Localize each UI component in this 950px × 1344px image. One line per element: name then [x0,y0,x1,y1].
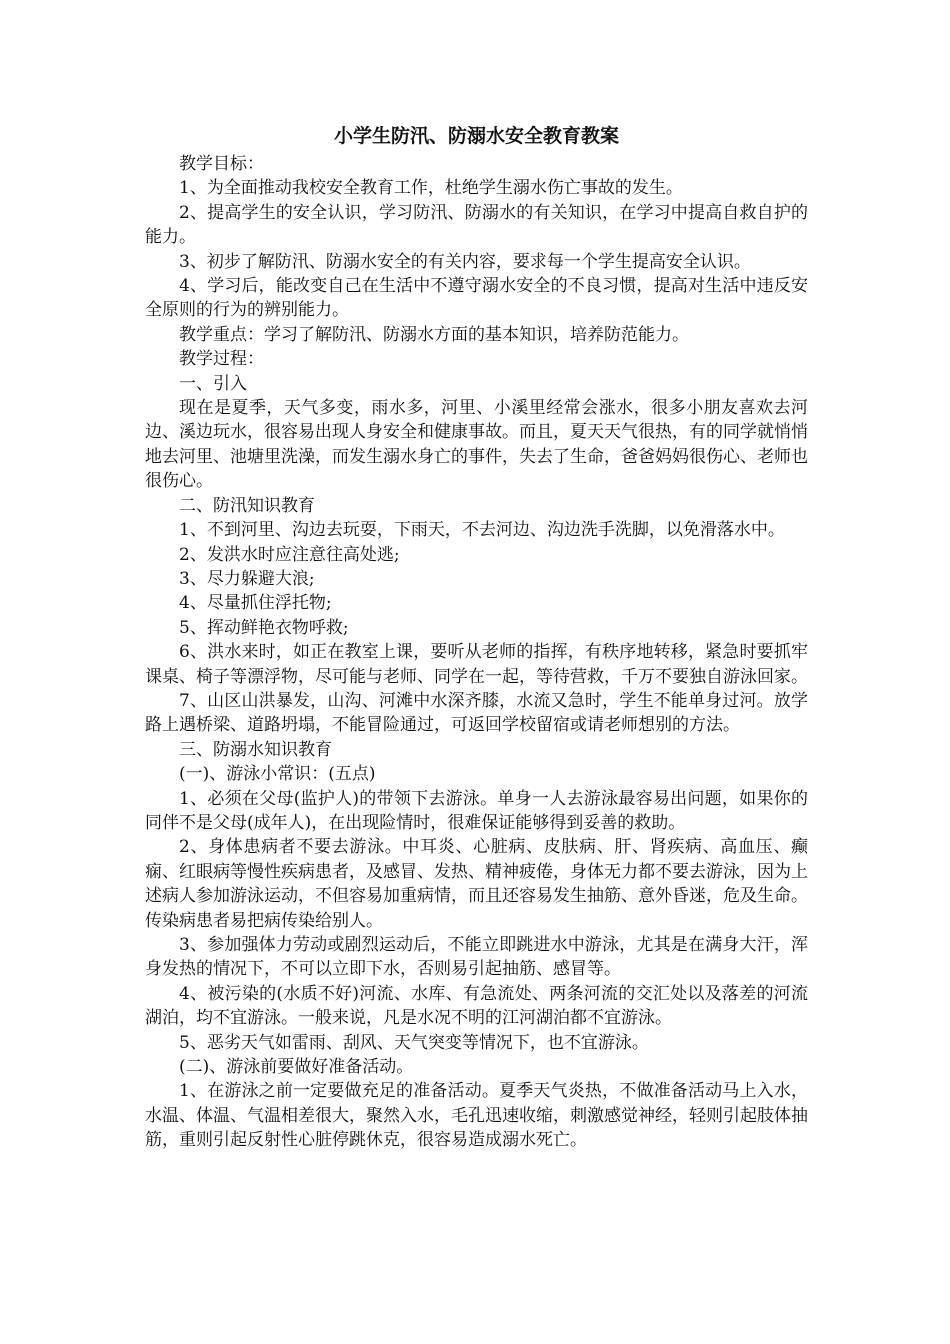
paragraph: 3、参加强体力劳动或剧烈运动后，不能立即跳进水中游泳，尤其是在满身大汗，浑身发热的情况下，不可以立即下水，否则易引起抽筋、感冒等。 [145,935,808,980]
paragraph: 2、提高学生的安全认识，学习防汛、防溺水的有关知识，在学习中提高自救自护的能力。 [145,202,808,248]
paragraph: 5、恶劣天气如雷雨、刮风、天气突变等情况下，也不宜游泳。 [179,1032,649,1053]
paragraph: 2、身体患病者不要去游泳。中耳炎、心脏病、皮肤病、肝、肾疾病、高血压、癫痫、红眼病等慢性疾病患者，及感冒、发热、精神疲倦，身体无力都不要去游泳，因为上述病人参加游泳运动，不但容易加重病情，而且还容易发生抽筋、意外昏迷，危及生命。传染病患者易把病传染给别人。 [145,837,808,931]
paragraph: 教学重点：学习了解防汛、防溺水方面的基本知识，培养防范能力。 [179,324,689,345]
paragraph: 4、被污染的(水质不好)河流、水库、有急流处、两条河流的交汇处以及落差的河流湖泊，均不宜游泳。一般来说，凡是水况不明的江河湖泊都不宜游泳。 [145,983,808,1029]
paragraph: 三、防溺水知识教育 [179,739,332,760]
paragraph: 4、尽量抓住浮托物; [179,593,332,614]
paragraph: 7、山区山洪暴发，山沟、河滩中水深齐膝，水流又急时，学生不能单身过河。放学路上遇桥梁、道路坍塌，不能冒险通过，可返回学校留宿或请老师想别的方法。 [145,690,808,736]
paragraph: 1、不到河里、沟边去玩耍，下雨天，不去河边、沟边洗手洗脚，以免滑落水中。 [179,520,785,541]
paragraph: 教学目标： [179,154,264,174]
paragraph: 5、挥动鲜艳衣物呼救; [179,617,349,638]
document-title: 小学生防汛、防溺水安全教育教案 [333,125,619,147]
paragraph: 二、防汛知识教育 [179,495,315,516]
paragraph: 3、初步了解防汛、防溺水安全的有关内容，要求每一个学生提高安全认识。 [179,251,751,272]
paragraph: 1、为全面推动我校安全教育工作，杜绝学生溺水伤亡事故的发生。 [179,178,683,199]
paragraph: 一、引入 [179,373,247,394]
paragraph: 1、必须在父母(监护人)的带领下去游泳。单身一人去游泳最容易出问题，如果你的同伴不是父母(成年人)，在出现险情时，很难保证能够得到妥善的救助。 [145,788,808,833]
paragraph: 3、尽力躲避大浪; [179,568,315,589]
paragraph: 教学过程： [179,349,264,370]
document-page [145,120,808,1153]
paragraph: 6、洪水来时，如正在教室上课，要听从老师的指挥，有秩序地转移，紧急时要抓牢课桌、椅子等漂浮物，尽可能与老师、同学在一起，等待营救，千万不要独自游泳回家。 [145,642,808,687]
paragraph: (一)、游泳小常识：(五点) [179,764,376,785]
paragraph: 4、学习后，能改变自己在生活中不遵守溺水安全的不良习惯，提高对生活中违反安全原则的行为的辨别能力。 [145,276,808,321]
paragraph: 现在是夏季，天气多变，雨水多，河里、小溪里经常会涨水，很多小朋友喜欢去河边、溪边玩水，很容易出现人身安全和健康事故。而且，夏天天气很热，有的同学就悄悄地去河里、池塘里洗澡，而发生溺水身亡的事件，失去了生命，爸爸妈妈很伤心、老师也很伤心。 [145,398,808,492]
paragraph: 2、发洪水时应注意往高处逃; [179,544,400,565]
document-body [145,152,808,1153]
paragraph: 1、在游泳之前一定要做充足的准备活动。夏季天气炎热，不做准备活动马上入水，水温、体温、气温相差很大，聚然入水，毛孔迅速收缩，刺激感觉神经，轻则引起肢体抽筋，重则引起反射性心脏停跳休克，很容易造成溺水死亡。 [145,1081,808,1151]
paragraph: (二)、游泳前要做好准备活动。 [179,1057,414,1078]
